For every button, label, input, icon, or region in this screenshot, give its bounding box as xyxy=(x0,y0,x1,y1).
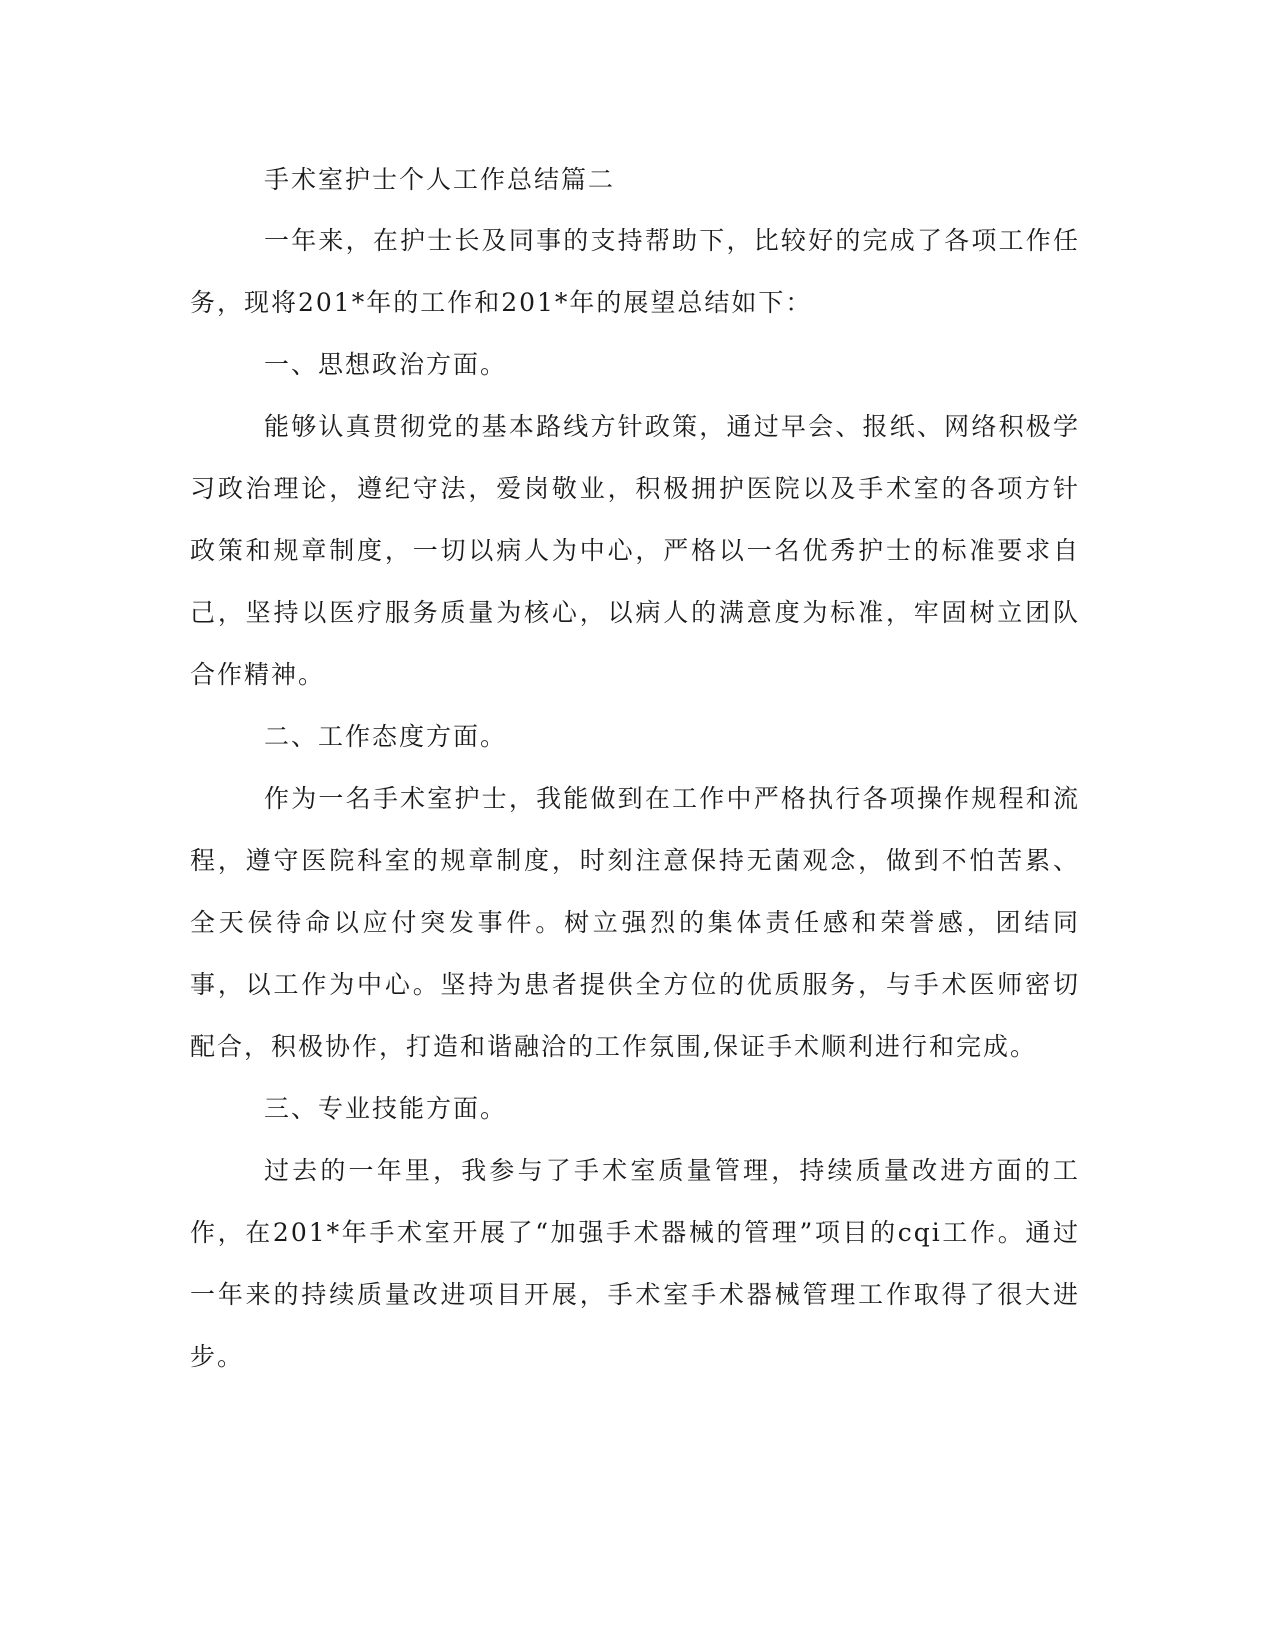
section-heading-attitude: 二、工作态度方面。 xyxy=(264,722,508,751)
section-heading-skills: 三、专业技能方面。 xyxy=(264,1094,508,1123)
document-page xyxy=(190,150,1080,1388)
section-body-politics: 能够认真贯彻党的基本路线方针政策，通过早会、报纸、网络积极学习政治理论，遵纪守法，爱岗敬业，积极拥护医院以及手术室的各项方针政策和规章制度，一切以病人为中心，严格以一名优秀护士的标准要求自己，坚持以医疗服务质量为核心，以病人的满意度为标准，牢固树立团队合作精神。 xyxy=(190,412,1080,689)
intro-paragraph: 一年来，在护士长及同事的支持帮助下，比较好的完成了各项工作任务，现将201*年的工作和201*年的展望总结如下： xyxy=(190,226,1080,317)
section-heading-politics: 一、思想政治方面。 xyxy=(264,350,508,379)
section-body-attitude: 作为一名手术室护士，我能做到在工作中严格执行各项操作规程和流程，遵守医院科室的规章制度，时刻注意保持无菌观念，做到不怕苦累、全天侯待命以应付突发事件。树立强烈的集体责任感和荣誉感，团结同事，以工作为中心。坚持为患者提供全方位的优质服务，与手术医师密切配合，积极协作，打造和谐融洽的工作氛围,保证手术顺利进行和完成。 xyxy=(190,784,1080,1061)
document-title: 手术室护士个人工作总结篇二 xyxy=(264,165,616,194)
section-body-skills: 过去的一年里，我参与了手术室质量管理，持续质量改进方面的工作，在201*年手术室开展了“加强手术器械的管理”项目的cqi工作。通过一年来的持续质量改进项目开展，手术室手术器械管理工作取得了很大进步。 xyxy=(190,1156,1080,1371)
